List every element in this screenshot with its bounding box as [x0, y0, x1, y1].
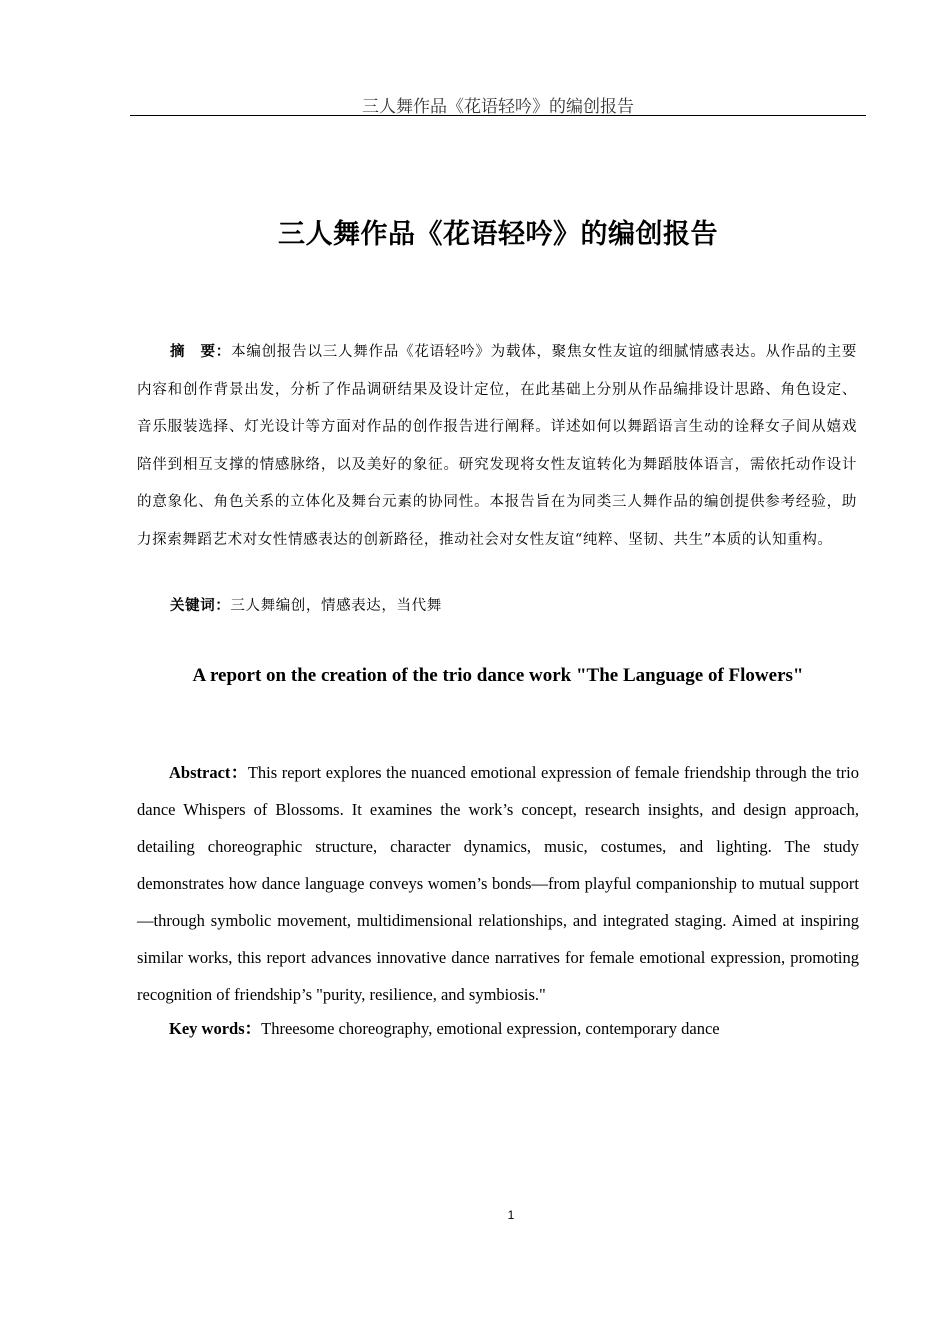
english-keywords-colon: ： [244, 1019, 262, 1038]
page-number: 1 [507, 1208, 515, 1222]
chinese-abstract-text: 本编创报告以三人舞作品《花语轻吟》为载体，聚焦女性友谊的细腻情感表达。从作品的主要内容和创作背景出发，分析了作品调研结果及设计定位，在此基础上分别从作品编排设计思路、角色设定、音乐服装选择、灯光设计等方面对作品的创作报告进行阐释。详述如何以舞蹈语言生动的诠释女子间从嬉戏陪伴到相互支撑的情感脉络，以及美好的象征。研究发现将女性友谊转化为舞蹈肢体语言，需依托动作设计的意象化、角色关系的立体化及舞台元素的协同性。本报告旨在为同类三人舞作品的编创提供参考经验，助力探索舞蹈艺术对女性情感表达的创新路径，推动社会对女性友谊“纯粹、坚韧、共生”本质的认知重构。 [137, 344, 857, 548]
chinese-keywords-text: 三人舞编创，情感表达，当代舞 [230, 598, 442, 614]
english-title: A report on the creation of the trio dance work "The Language of Flowers" [192, 665, 804, 686]
english-abstract-label: Abstract [169, 763, 231, 782]
english-abstract-text: This report explores the nuanced emotional expression of female friendship through the trio dance Whispers of Blossoms. It examines the work’s concept, research insights, and design approach, detailing choreographic structure, character dynamics, music, costumes, and lighting. The study demonstrates how dance language conveys women’s bonds—from playful companionship to mutual support—through symbolic movement, multidimensional relationships, and integrated staging. Aimed at inspiring similar works, this report advances innovative dance narratives for female emotional expression, promoting recognition of friendship’s "purity, resilience, and symbiosis." [137, 763, 859, 1004]
english-keywords-label: Key words [169, 1019, 245, 1038]
english-keywords-text: Threesome choreography, emotional expression, contemporary dance [261, 1019, 720, 1038]
header-rule [130, 115, 866, 116]
chinese-keywords [137, 592, 857, 620]
chinese-title: 三人舞作品《花语轻吟》的编创报告 [278, 219, 718, 250]
chinese-keywords-label: 关键词： [170, 597, 231, 614]
chinese-abstract [137, 333, 857, 559]
english-abstract [137, 754, 859, 1013]
english-keywords [137, 1014, 859, 1044]
chinese-abstract-label: 摘 要： [170, 343, 232, 360]
english-abstract-colon: ： [230, 763, 248, 782]
running-header: 三人舞作品《花语轻吟》的编创报告 [362, 97, 634, 117]
